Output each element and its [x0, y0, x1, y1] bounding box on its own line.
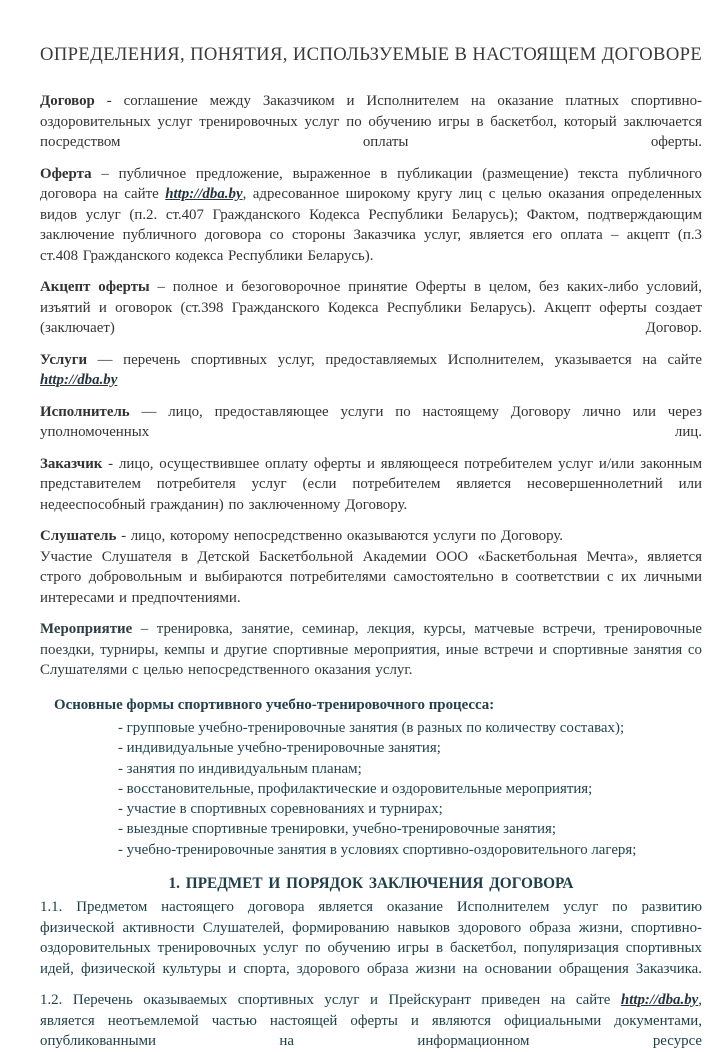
definition-uslugi-text: — перечень спортивных услуг, предоставляемых Исполнителем, указывается на сайте	[87, 351, 702, 368]
clause-1-2-text-2: , является неотъемлемой частью настоящей оферты и являются официальными документами, опубликованными на информационном ресурсе	[40, 992, 702, 1050]
clause-1-2	[40, 990, 702, 1052]
term-ispolnitel: Исполнитель	[40, 403, 130, 420]
training-form-item: - индивидуальные учебно-тренировочные занятия;	[118, 740, 441, 757]
definition-zakazchik	[40, 454, 702, 516]
definition-ispolnitel	[40, 402, 702, 443]
dba-by-link[interactable]: http://dba.by	[40, 372, 118, 388]
term-akcept: Акцепт оферты	[40, 279, 150, 295]
dba-by-link[interactable]: http://dba.by	[165, 186, 243, 202]
definition-oferta-text-1: – публичное предложение, выраженное в публикации (размещение) текста публичного договора на сайте	[40, 165, 702, 202]
definition-slushatel-text-1: - лицо, которому непосредственно оказываются услуги по Договору.	[116, 528, 564, 544]
clause-1-1: 1.1. Предметом настоящего договора является оказание Исполнителем услуг по развитию физической активности Слушателей, формированию навыков здорового образа жизни, спортивно-оздоровительных тренировочных услуг по обучению игры в баскетбол, популяризация спортивных идей, физической культуры и спорта, здорового образа жизни на основании обращения Заказчика.	[40, 899, 702, 977]
training-form-item: - восстановительные, профилактические и оздоровительные мероприятия;	[118, 780, 593, 797]
training-form-item: - занятия по индивидуальным планам;	[118, 760, 362, 777]
definition-dogovor	[40, 91, 702, 153]
section-1-heading: 1. ПРЕДМЕТ И ПОРЯДОК ЗАКЛЮЧЕНИЯ ДОГОВОРА	[168, 875, 574, 893]
definition-zakazchik-text: - лицо, осуществившее оплату оферты и являющееся потребителем услуг и/или законным представителем потребителя услуг (если потребителем является несовершеннолетний или недееспособный гражданин) по заключенному Договору.	[40, 455, 702, 513]
training-form-item: - групповые учебно-тренировочные занятия (в разных по количеству составах);	[118, 720, 625, 736]
term-zakazchik: Заказчик	[40, 455, 103, 472]
definition-oferta	[40, 164, 702, 267]
clause-1-2-text-1: 1.2. Перечень оказываемых спортивных услуг и Прейскурант приведен на сайте	[40, 992, 621, 1009]
training-forms-heading: Основные формы спортивного учебно-тренировочного процесса:	[54, 696, 495, 713]
definition-oferta-text-2: , адресованное широкому кругу лиц с целью оказания определенных видов услуг (п.2. ст.407 Гражданского Кодекса Республики Беларусь); Фактом, подтверждающим заключение публичного договора со стороны Заказчика услуг, является его оплата – акцепт (п.3 ст.408 Гражданского кодекса Республики Беларусь).	[40, 186, 702, 264]
definition-slushatel	[40, 526, 702, 608]
definition-dogovor-text: - соглашение между Заказчиком и Исполнителем на оказание платных спортивно-оздоровительных услуг тренировочных услуг по обучению игры в баскетбол, который заключается посредством оплаты оферты.	[40, 93, 702, 150]
definition-meropriyatie-text: – тренировка, занятие, семинар, лекция, курсы, матчевые встречи, тренировочные поездки, турниры, кемпы и другие спортивные мероприятия, иные встречи и спортивные занятия со Слушателями с целью непосредственного оказания услуг.	[40, 621, 702, 678]
term-dogovor: Договор	[40, 93, 95, 109]
definition-meropriyatie	[40, 619, 702, 681]
definition-uslugi	[40, 350, 702, 391]
training-form-item: - участие в спортивных соревнованиях и турнирах;	[118, 801, 443, 818]
training-forms-list	[118, 718, 702, 860]
definition-akcept-text: – полное и безоговорочное принятие Оферты в целом, без каких-либо условий, изъятий и оговорок (ст.398 Гражданского Кодекса Республики Беларусь). Акцепт оферты создает (заключает) Договор.	[40, 279, 702, 336]
term-uslugi: Услуги	[40, 351, 88, 368]
definition-akcept	[40, 277, 702, 339]
training-form-item: - выездные спортивные тренировки, учебно-тренировочные занятия;	[118, 821, 556, 838]
training-form-item: - учебно-тренировочные занятия в условиях спортивно-оздоровительного лагеря;	[118, 841, 637, 858]
term-oferta: Оферта	[40, 165, 92, 182]
term-meropriyatie: Мероприятие	[40, 621, 133, 637]
definition-ispolnitel-text: — лицо, предоставляющее услуги по настоящему Договору лично или через уполномоченных лиц.	[40, 403, 702, 440]
dba-by-link[interactable]: http://dba.by	[620, 992, 699, 1009]
definition-slushatel-text-2: Участие Слушателя в Детской Баскетбольной Академии ООО «Баскетбольная Мечта», является строго добровольным и выбираются потребителями самостоятельно в соответствии с их личными интересами и предпочтениями.	[40, 548, 702, 606]
document-title: ОПРЕДЕЛЕНИЯ, ПОНЯТИЯ, ИСПОЛЬЗУЕМЫЕ В НАСТОЯЩЕМ ДОГОВОРЕ	[40, 44, 703, 65]
term-slushatel: Слушатель	[40, 528, 117, 544]
